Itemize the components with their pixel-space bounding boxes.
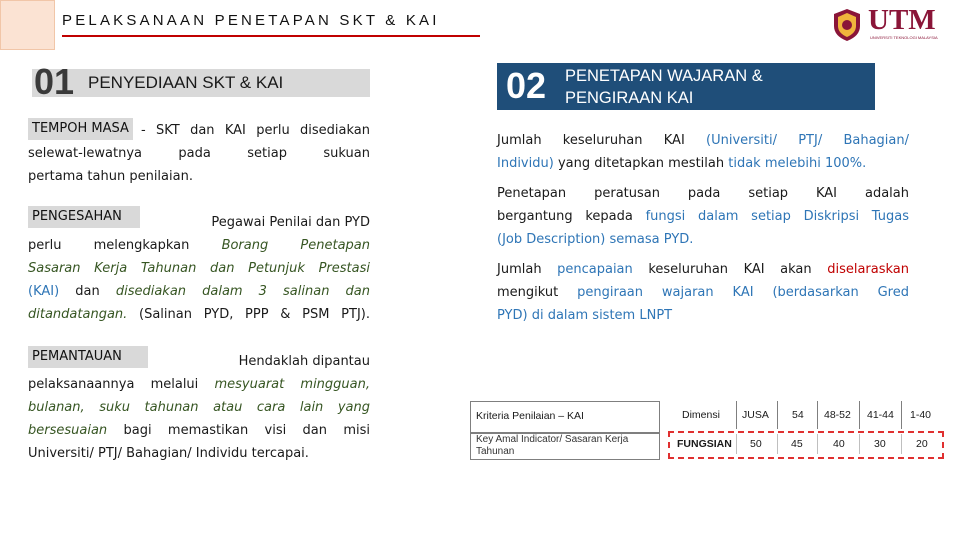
tempoh-masa-text [28, 119, 370, 188]
header-divider [901, 401, 902, 429]
tempoh-line1: - SKT dan KAI perlu disediakan [141, 123, 370, 138]
wajaran-para-3 [497, 258, 909, 327]
section-01-heading: PENYEDIAAN SKT & KAI [88, 73, 284, 92]
table-header-48-52: 48-52 [824, 409, 851, 421]
row-value-jusa: 50 [750, 438, 762, 450]
row-value-1-40: 20 [916, 438, 928, 450]
p3-line3: PYD) di dalam sistem LNPT [497, 308, 673, 323]
p2-line2b: fungsi dalam setiap Diskripsi Tugas [645, 209, 909, 224]
row-value-54: 45 [791, 438, 803, 450]
wajaran-para-1 [497, 129, 909, 175]
p1-line1b: (Universiti/ PTJ/ Bahagian/ [706, 133, 909, 148]
tempoh-masa-chip: TEMPOH MASA [28, 118, 133, 140]
row-divider [777, 434, 778, 454]
p1-line2b: yang ditetapkan mestilah [557, 156, 725, 171]
pemantauan-line3: bulanan, suku tahunan atau cara lain yang [28, 400, 370, 415]
header-divider [777, 401, 778, 429]
crest-icon [832, 8, 862, 42]
section-02-heading-line1: PENETAPAN WAJARAN & [565, 67, 763, 85]
table-header-1-40: 1-40 [910, 409, 932, 421]
tempoh-line2: selewat-lewatnya pada setiap sukuan [28, 146, 370, 161]
table-header-jusa: JUSA [742, 409, 769, 421]
row-dimensi-fungsian: FUNGSIAN [677, 438, 732, 450]
pengesahan-line1: Pegawai Penilai dan PYD [211, 215, 370, 230]
logo-subtext: UNIVERSITI TEKNOLOGI MALAYSIA [870, 35, 938, 40]
corner-decoration [0, 0, 55, 50]
logo-wordmark: UTM [868, 4, 936, 36]
pemantauan-line1: Hendaklah dipantau [238, 354, 370, 369]
p3-line1a: Jumlah [497, 262, 542, 277]
row-divider [859, 434, 860, 454]
header-divider [817, 401, 818, 429]
p2-line3: (Job Description) semasa PYD. [497, 232, 694, 247]
pengesahan-chip: PENGESAHAN [28, 206, 140, 228]
wajaran-para-2 [497, 182, 909, 251]
pengesahan-line3: Sasaran Kerja Tahunan dan Petunjuk Prestasi [28, 261, 370, 276]
tempoh-line3: pertama tahun penilaian. [28, 169, 193, 184]
p3-line1d: diselaraskan [827, 262, 910, 277]
pemantauan-line5: Universiti/ PTJ/ Bahagian/ Individu tercapai. [28, 446, 309, 461]
table-header-dimensi: Dimensi [682, 409, 720, 421]
pemantauan-line2b: mesyuarat mingguan, [214, 377, 370, 392]
pemantauan-line4b: bagi memastikan visi dan misi [123, 423, 371, 438]
pemantauan-line4a: bersesuaian [28, 423, 108, 438]
section-02-number: 02 [506, 65, 547, 106]
section-01-number: 01 [34, 61, 75, 102]
kai-weight-table [470, 395, 945, 463]
table-header-kriteria: Kriteria Penilaian – KAI [470, 401, 660, 433]
pengesahan-line2b: Borang Penetapan [221, 238, 370, 253]
table-header-41-44: 41-44 [867, 409, 894, 421]
pengesahan-line4c: disediakan dalam 3 salinan dan [115, 284, 370, 299]
p3-line2a: mengikut [497, 285, 559, 300]
p1-line1a: Jumlah keseluruhan KAI [497, 133, 685, 148]
row-divider [736, 434, 737, 454]
p3-line1b: pencapaian [557, 262, 633, 277]
pengesahan-line4b: dan [75, 284, 100, 299]
p2-line1: Penetapan peratusan pada setiap KAI adalah [497, 186, 909, 201]
p3-line2b: pengiraan wajaran KAI (berdasarkan Gred [577, 285, 909, 300]
p3-line1c: keseluruhan KAI akan [648, 262, 812, 277]
pemantauan-line2a: pelaksanaannya melalui [28, 377, 199, 392]
pengesahan-text [28, 211, 370, 326]
p1-line2c: tidak melebihi 100%. [728, 156, 867, 171]
pengesahan-line2a: perlu melengkapkan [28, 238, 190, 253]
p1-line2a: Individu) [497, 156, 554, 171]
row-value-48-52: 40 [833, 438, 845, 450]
table-header-54: 54 [792, 409, 804, 421]
row-divider [901, 434, 902, 454]
section-02-heading-line2: PENGIRAAN KAI [565, 89, 694, 107]
row-value-41-44: 30 [874, 438, 886, 450]
table-row-kriteria: Key Amal Indicator/ Sasaran Kerja Tahunan [470, 433, 660, 460]
pengesahan-line4a: (KAI) [28, 284, 60, 299]
title-underline [62, 35, 480, 37]
pemantauan-text [28, 350, 370, 465]
page-title: PELAKSANAAN PENETAPAN SKT & KAI [62, 12, 440, 29]
p2-line2a: bergantung kepada [497, 209, 633, 224]
pengesahan-line5a: ditandatangan. [28, 307, 128, 322]
header-divider [736, 401, 737, 429]
header-divider [859, 401, 860, 429]
row-divider [817, 434, 818, 454]
pemantauan-chip: PEMANTAUAN [28, 346, 148, 368]
utm-logo [832, 4, 940, 42]
pengesahan-line5b: (Salinan PYD, PPP & PSM PTJ). [139, 307, 370, 322]
